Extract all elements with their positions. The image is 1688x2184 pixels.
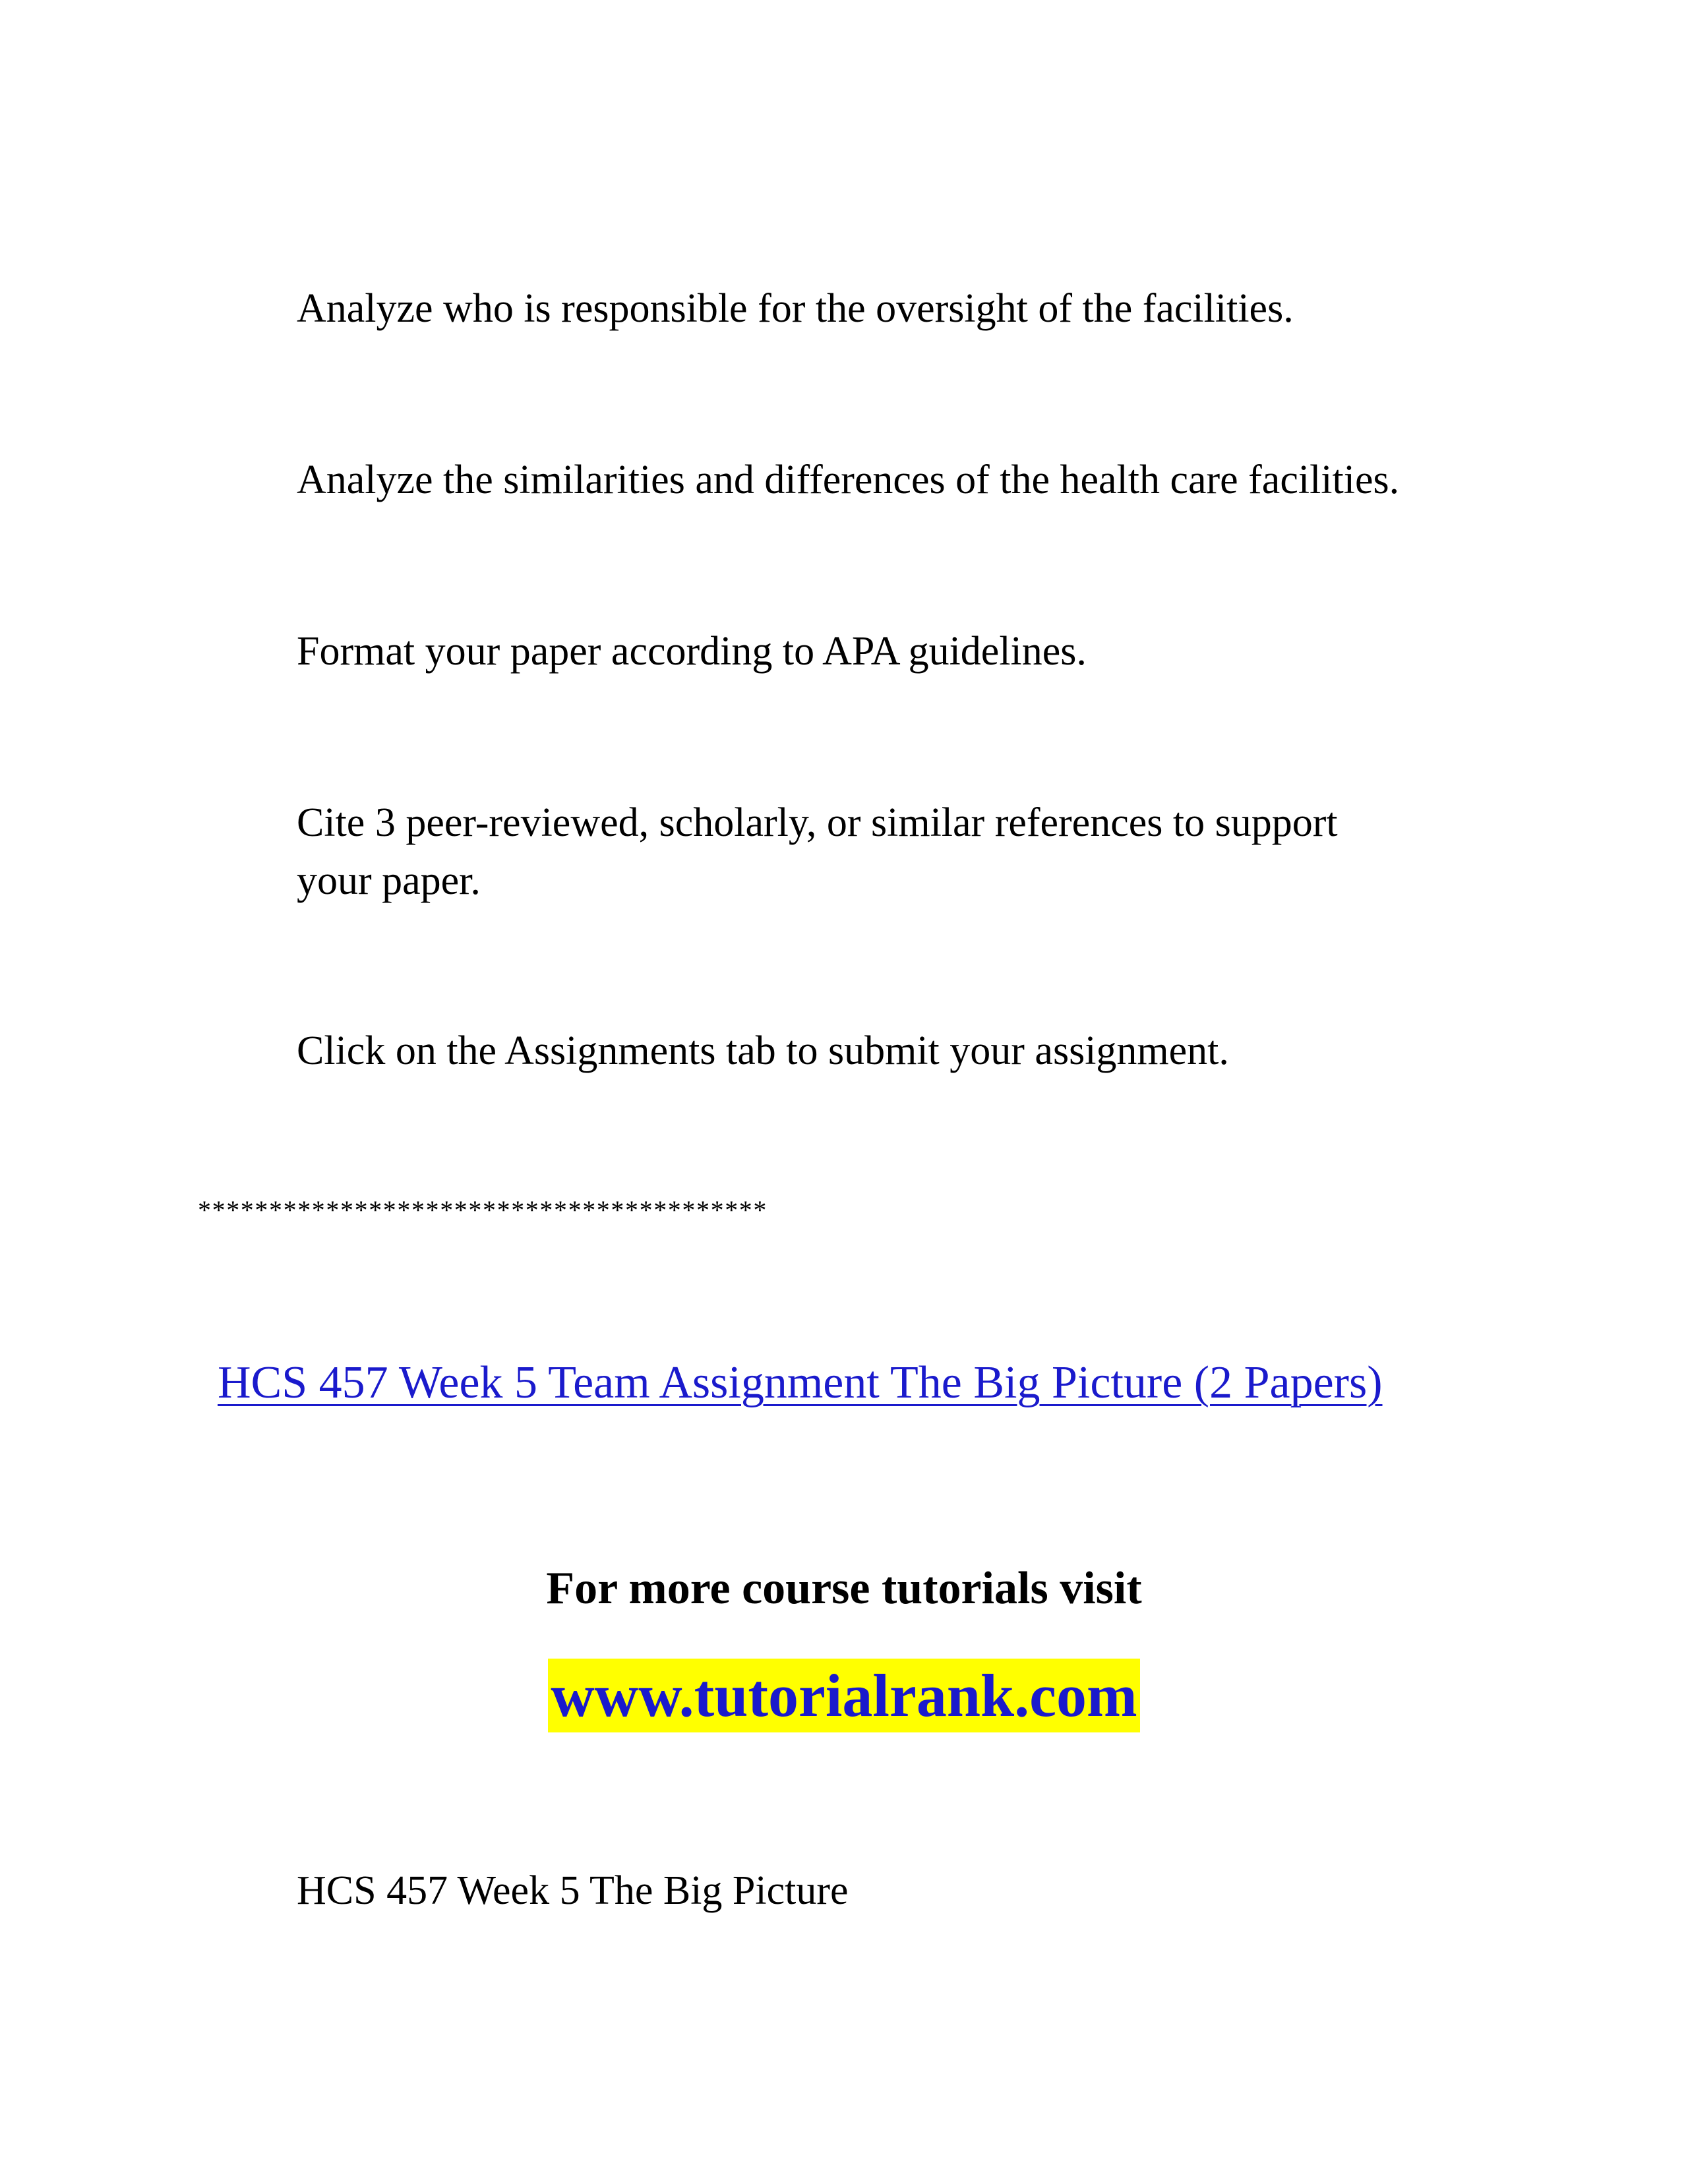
promo-site-container xyxy=(0,1659,1688,1732)
instruction-submit: Click on the Assignments tab to submit your assignment. xyxy=(297,1028,1229,1073)
instruction-cite-references xyxy=(297,794,1338,910)
promo-heading: For more course tutorials visit xyxy=(546,1563,1142,1614)
site-url-link[interactable]: www.tutorialrank.com xyxy=(548,1659,1139,1732)
instruction-cite-line-2: your paper. xyxy=(297,858,481,903)
asterisk-divider: **************************************** xyxy=(198,1195,768,1225)
instruction-apa-format: Format your paper according to APA guidelines. xyxy=(297,629,1087,674)
footer-title: HCS 457 Week 5 The Big Picture xyxy=(297,1868,849,1913)
instruction-oversight: Analyze who is responsible for the oversight of the facilities. xyxy=(297,286,1294,331)
instruction-similarities: Analyze the similarities and differences of the health care facilities. xyxy=(297,457,1400,502)
instruction-cite-line-1: Cite 3 peer-reviewed, scholarly, or similar references to support xyxy=(297,800,1338,845)
product-title-link[interactable]: HCS 457 Week 5 Team Assignment The Big Picture (2 Papers) xyxy=(218,1357,1383,1408)
